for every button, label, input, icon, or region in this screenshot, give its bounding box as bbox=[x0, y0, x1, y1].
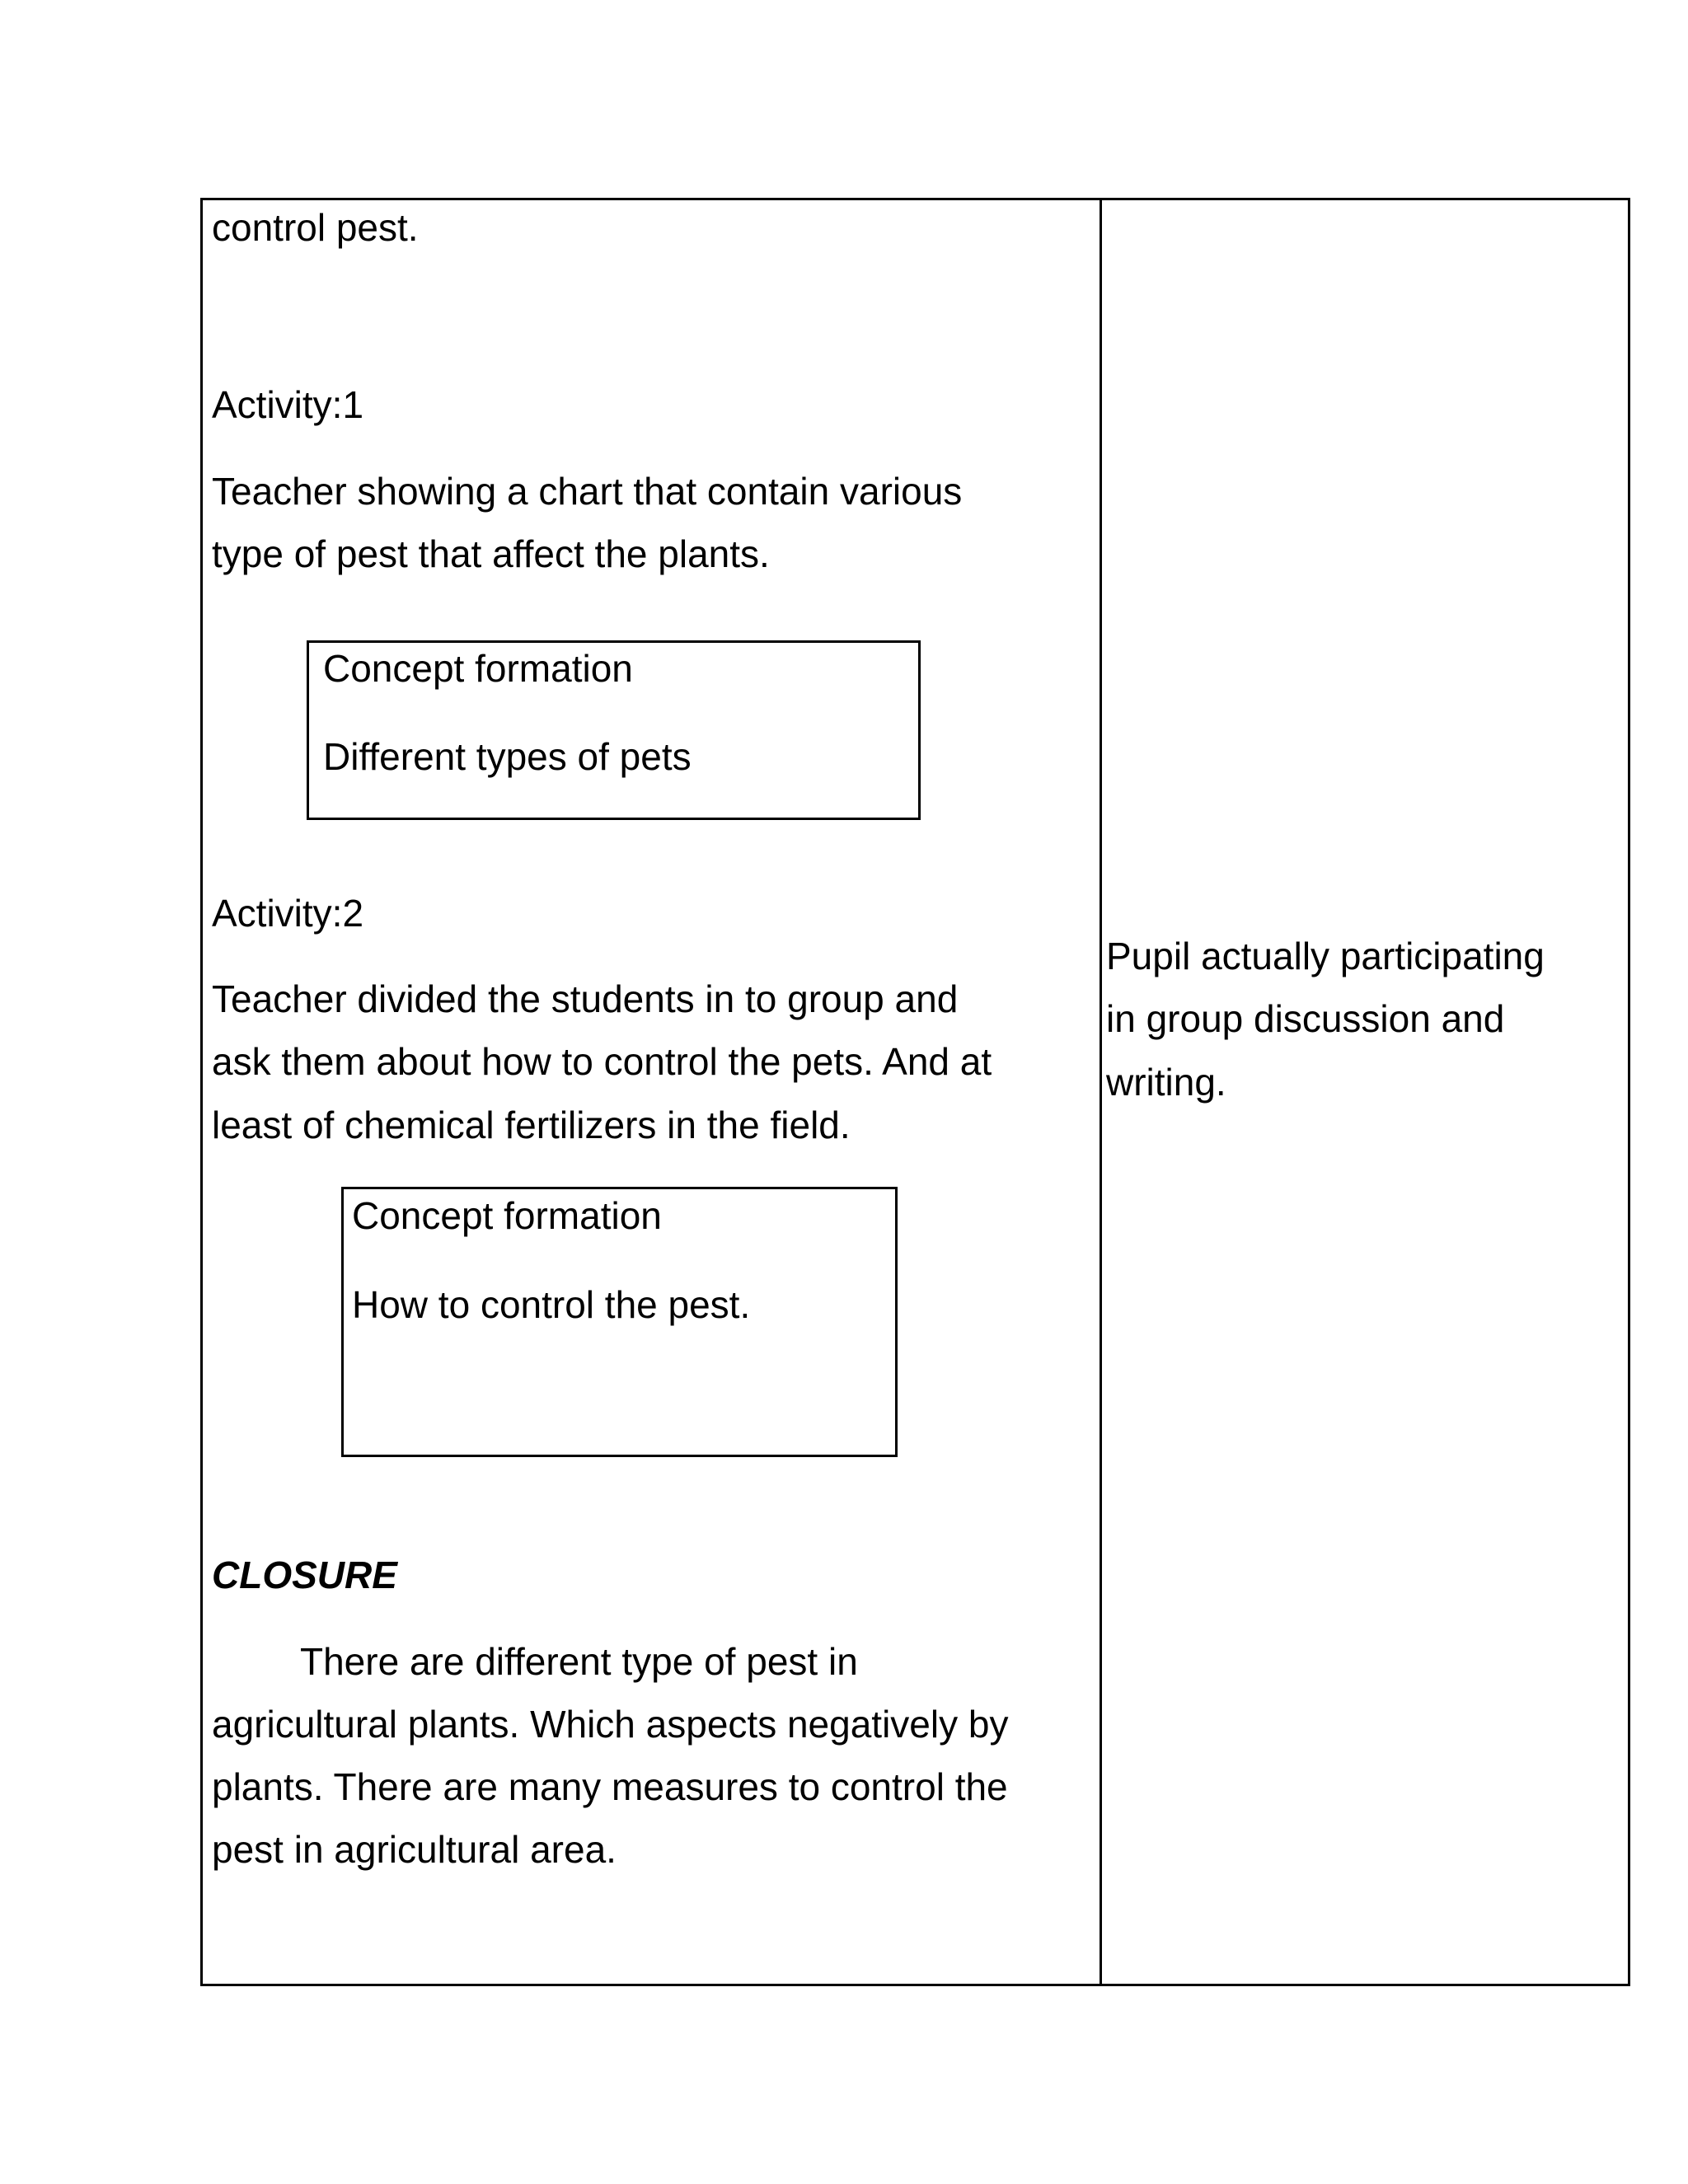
concept-box-2-title: Concept formation bbox=[352, 1194, 662, 1237]
concept-box-1-title: Concept formation bbox=[323, 647, 633, 690]
pupil-activity-line-3: writing. bbox=[1106, 1061, 1226, 1104]
closure-heading: CLOSURE bbox=[212, 1554, 397, 1596]
activity2-line-1: Teacher divided the students in to group and bbox=[212, 977, 959, 1020]
activity2-line-3: least of chemical fertilizers in the field. bbox=[212, 1104, 851, 1146]
activity1-heading: Activity:1 bbox=[212, 383, 364, 426]
closure-line-1: There are different type of pest in bbox=[300, 1640, 858, 1683]
activity1-line-1: Teacher showing a chart that contain various bbox=[212, 470, 963, 513]
concept-box-2-text: How to control the pest. bbox=[352, 1283, 751, 1326]
closure-line-3: plants. There are many measures to control the bbox=[212, 1765, 1008, 1808]
pupil-activity-line-2: in group discussion and bbox=[1106, 997, 1505, 1040]
activity2-line-2: ask them about how to control the pets. And at bbox=[212, 1040, 992, 1083]
closure-line-2: agricultural plants. Which aspects negatively by bbox=[212, 1703, 1009, 1746]
continued-text: control pest. bbox=[212, 206, 419, 249]
concept-box-1-text: Different types of pets bbox=[323, 735, 692, 778]
column-divider bbox=[1100, 200, 1102, 1984]
activity1-line-2: type of pest that affect the plants. bbox=[212, 532, 770, 575]
pupil-activity-line-1: Pupil actually participating bbox=[1106, 935, 1545, 977]
activity2-heading: Activity:2 bbox=[212, 892, 364, 935]
closure-line-4: pest in agricultural area. bbox=[212, 1828, 617, 1871]
